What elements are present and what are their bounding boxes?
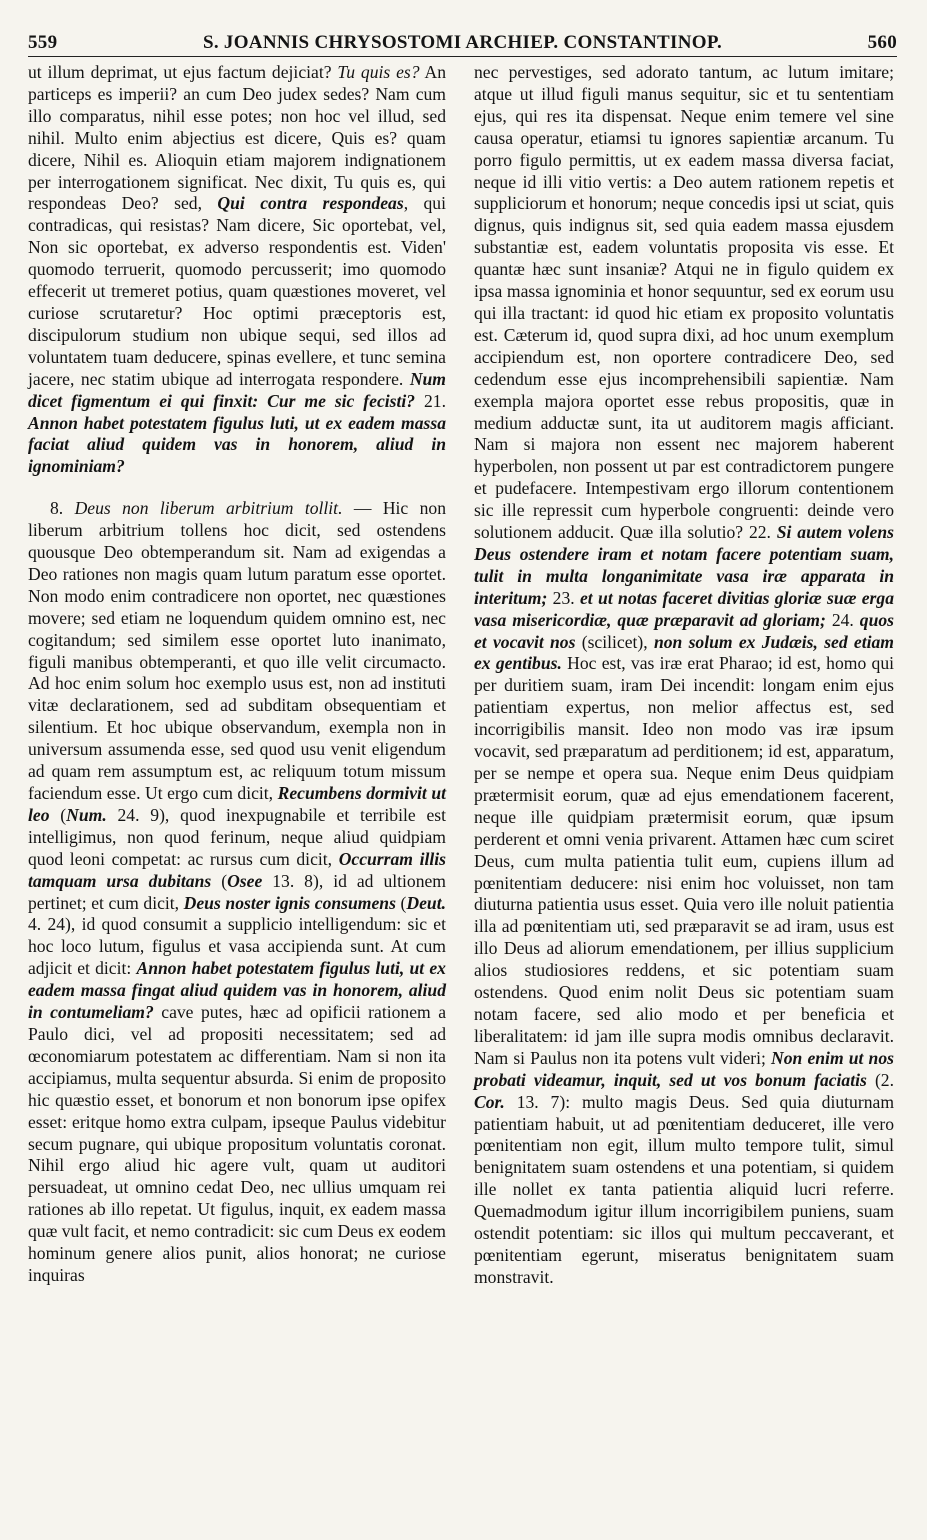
text-run: 13. 7): multo magis Deus. Sed quia diuturnam patientiam habuit, ut ad pœnitentiam deduceret, ille vero pœnitentiam non egit, illum multo tempore tulit, simul benignitatem suam ostendens et una potentiam, si quidem ille nollet ex tanta patientia aliquid lucri referre. Quemadmodum igitur illum incorrigibilem puniens, suam ostendit potentiam: sic illos qui multum peccaverant, et pœnitentiam egerunt, miseratus benignitatem suam monstravit. — [474, 1091, 894, 1287]
scripture-quote: Qui contra respondeas — [217, 193, 404, 214]
scripture-quote: Deus noster ignis consumens — [183, 892, 396, 913]
text-run: 13. 8), id ad ultionem pertinet; et cum dicit, — [28, 870, 446, 913]
running-title: S. JOANNIS CHRYSOSTOMI ARCHIEP. CONSTANTINOP. — [202, 32, 723, 53]
text-run: ( — [211, 870, 228, 891]
page-number-left: 559 — [28, 32, 58, 53]
scripture-quote: Occurram illis tamquam ursa dubitans — [28, 848, 446, 891]
scripture-quote: Non enim ut nos probati videamur, inquit, sed ut vos bonum faciatis — [474, 1047, 894, 1090]
paragraph-section-8 — [28, 498, 446, 1287]
right-column — [474, 62, 894, 1518]
text-run: ( — [395, 892, 407, 913]
text-run: ut illum deprimat, ut ejus factum dejiciat? — [28, 62, 338, 82]
scripture-quote: Annon habet potestatem figulus luti, ut ex eadem massa fingat aliud quidem vas in honorem, aliud in contumeliam? — [28, 958, 446, 1023]
verse-number: 24. — [825, 609, 860, 630]
text-run: cave putes, hæc ad opificii rationem a Paulo dici, vel ad propositi necessitatem; sed ad œconomiarum potestatem ac differentiam. Nam si non ita accipiamus, multa sequentur absurda. Si enim de proposito hic quæstio esset, et bonorum et non bonorum ipse opifex esset: eritque homo extra culpam, ipseque Paulus videbitur secum pugnare, qui ubique propositum voluntatis coronat. Nihil ergo aliud hic agere vult, quam ut auditori persuadeat, ut omnino cedat Deo, nec ullius umquam rei rationes ab illo repetat. Ut figulus, inquit, ex eadem massa quæ vult facit, et nemo contradicit: sic cum Deus ex eodem hominum genere alios punit, alios honorat; ne curiose inquiras — [28, 1002, 447, 1285]
verse-number: 23. — [547, 587, 580, 608]
verse-number: 21. — [415, 390, 446, 411]
scripture-quote: Recumbens dormivit ut leo — [28, 783, 446, 825]
citation-book: Num. — [66, 804, 107, 825]
citation-book: Deut. — [406, 892, 446, 913]
scripture-quote: Si autem volens Deus ostendere iram et notam facere potentiam suam, tulit in multa longanimitate vasa iræ apparata in interitum; — [474, 522, 894, 608]
text-run: — Hic non liberum arbitrium tollens hoc dicit, sed ostendens quousque Deo obtemperandum sit. Nam ad exigendas a Deo rationes non magis quam lutum paratum esse oportet. Non modo enim contradicere non oportet, nec quæstiones movere; sed etiam ne loquendum quidem omnino est, nec cogitandum; sed similem esse oportet luto inanimato, figuli manibus obtemperanti, et quo ille velit circumacto. Ad hoc enim solum hoc exemplo usus est, non ad instituti vitæ declarationem, sed ad subditam obsequentiam et silentium. Et hoc ubique observandum, exempla non in universum assumenda esse, sed quod usu venit eligendum ad quam rem assumptum est, ac reliquum totum missum faciendum esse. Ut ergo cum dicit, — [28, 498, 446, 803]
text-run: ( — [49, 804, 67, 825]
text-run: An particeps es imperii? an cum Deo judex sedes? Nam cum illo comparatus, nihil esse potes; non hoc vel illud, sed nihil. Multo enim abjectius est dicere, Quis es? quam dicere, Nihil es. Alioquin etiam majorem indignationem per interrogationem significat. Nec dixit, Tu quis es, qui respondeas Deo? sed, — [28, 62, 446, 214]
section-number: 8. — [50, 498, 75, 519]
scripture-quote: et ut notas faceret divitias gloriæ suæ erga vasa misericordiæ, quæ præparavit ad gloriam; — [474, 587, 894, 630]
page-number-right: 560 — [867, 32, 897, 53]
citation-book: Cor. — [474, 1091, 505, 1112]
text-run: nec pervestiges, sed adorato tantum, ac lutum imitare; atque ut illud figuli manus sequitur, sic et tu sententiam ejus, qui res ita dispensat. Neque enim temere vel sine causa operatur, etiamsi tu ignores sapientiæ arcanum. Tu porro figulo permittis, ut ex eadem massa diversa faciat, neque id illi vitio vertis: a Deo autem rationem repetis et suppliciorum et honorum; neque concedis ipsi ut sciat, quis dignus, quis indignus sit, sed quia eadem massa ejusdem substantiæ est, eadem voluntatis proposita vis esse. Et quantæ hæc sunt insaniæ? Atqui ne in figulo quidem ex ipsa massa ignominia et honor sequuntur, sed ex eorum usu qui illa tractant: id quod hic etiam ex proposito voluntatis est. Cæterum id, quod supra dixi, ad hoc unum exemplum accipiendum est, non oportere contradicere Deo, sed cedendum esse ejus incomprehensibili sapientiæ. Nam exempla majora oportet esse rebus propositis, quæ in medium adductæ sunt, ita ut auditorem magis afficiant. Nam si majora non essent nec majorem haberent hyperbolen, non possent ut par est contradictorem pungere et pudefacere. Intempestivam ergo illorum contentionem sic ille repressit cum hyperbole congruenti: deinde vero solutionem adducit. Quæ illa solutio? 22. — [474, 62, 894, 543]
running-header — [28, 30, 897, 57]
scripture-quote: Annon habet potestatem figulus luti, ut ex eadem massa faciat aliud quidem vas in honorem, aliud in ignominiam? — [28, 412, 446, 477]
text-run: (scilicet), — [575, 631, 654, 652]
citation-book: Osee — [227, 870, 263, 891]
text-run: 24. 9), quod inexpugnabile et terribile est intelligimus, non quod ferinum, neque aliud quidpiam quod leoni competat: ac rursus cum dicit, — [28, 804, 446, 869]
text-run: (2. — [866, 1069, 894, 1090]
section-heading: Deus non liberum arbitrium tollit. — [74, 498, 343, 519]
scripture-quote: non solum ex Judæis, sed etiam ex gentibus. — [474, 631, 894, 674]
text-run: , qui contradicas, qui resistas? Nam dicere, Sic oportebat, vel, Non sic oportebat, ex adverso respondentis est. Viden' quomodo terruerit, quomodo percusserit; imo quomodo effecerit ut tremeret potius, quam quæstiones moveret, vel curiose scrutaretur? Hoc optimi præceptoris est, discipulorum studium non ubique sequi, sed illos ad voluntatem tuam deducere, spinas evellere, et tunc semina jacere, nec statim ubique ad interrogata respondere. — [28, 193, 446, 389]
left-column — [28, 62, 446, 1518]
italic-run: Tu quis es? — [337, 62, 420, 82]
scripture-quote: Num dicet figmentum ei qui finxit: Cur me sic fecisti? — [28, 368, 446, 411]
scripture-quote: quos et vocavit nos — [474, 609, 894, 652]
text-run: 4. 24), id quod consumit a supplicio intelligendum: sic et hoc loco lutum, figulus et vasa accipienda sunt. At cum adjicit et dicit: — [28, 914, 446, 979]
text-run: Hoc est, vas iræ erat Pharao; id est, homo qui per duritiem suam, iram Dei incendit: longam enim ejus patientiam expertus, non melior affectus est, sed incorrigibilis mansit. Ideo non modo vas iræ ipsum vocavit, sed præparatum ad perditionem; id est, apparatum, per se nempe et opera sua. Neque enim Deus quidpiam prætermisit eorum, quæ ad ejus emendationem facerent, neque ille quidpiam prætermisit eorum, quæ ipsum perderent et omni venia privarent. Attamen hæc cum sciret Deus, cum multa patientia tulit eum, cupiens illum ad pœnitentiam deducere: nisi enim hoc voluisset, non tam diuturna patientia usus esset. Quia vero ille noluit patientia illa ad pœnitentiam uti, sed præparavit se ad iram, usus est illo Deus ad aliorum emendationem, per illius supplicium alios studiosiores reddens, et sic potentiam suam ostendens. Quod enim nolit Deus sic potentiam suam notam facere, sed alio modo et per beneficia et liberalitatem: id jam ille supra modis omnibus declaravit. Nam si Paulus non ita potens vult videri; — [474, 653, 895, 1068]
paragraph — [474, 62, 894, 1289]
paragraph — [28, 62, 446, 478]
